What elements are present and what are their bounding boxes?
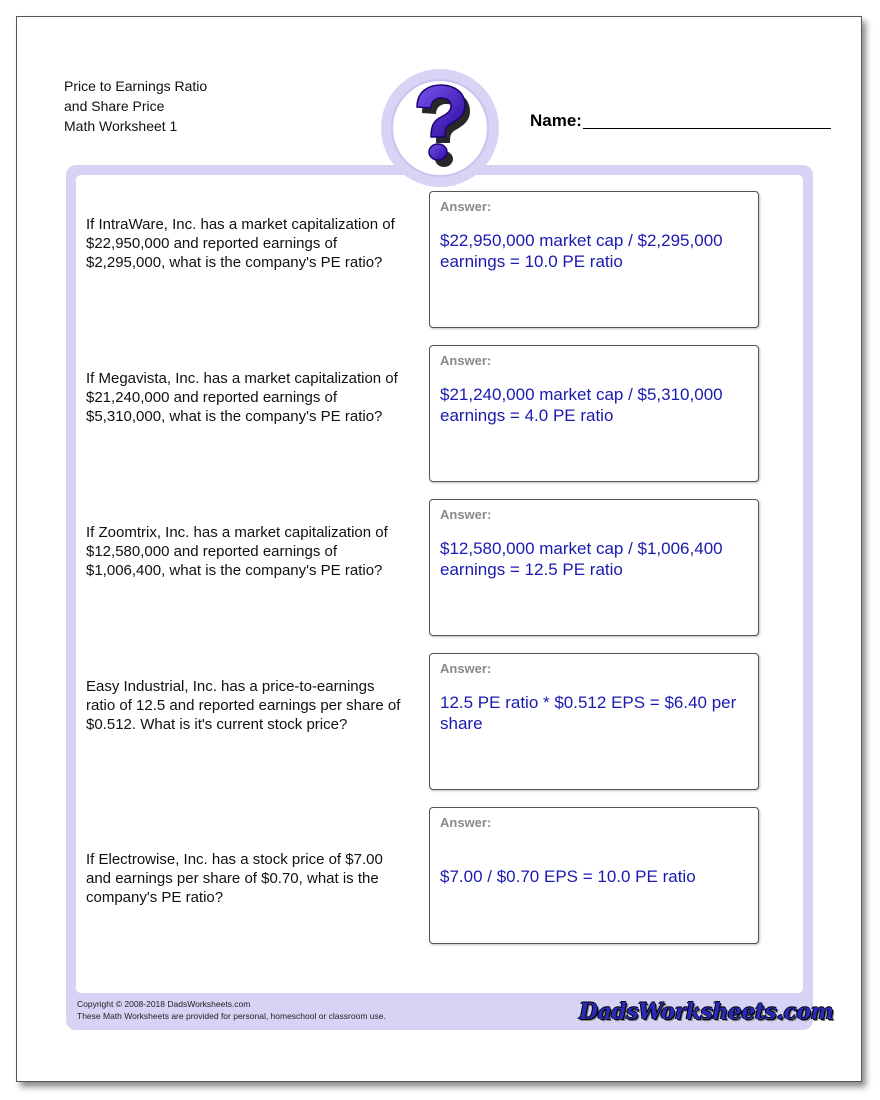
answer-text-2: $21,240,000 market cap / $5,310,000 earnings = 4.0 PE ratio [440, 385, 723, 425]
answer-box-2 [429, 345, 759, 482]
worksheet-title [64, 76, 207, 136]
worksheet-page [16, 16, 862, 1082]
footer-copyright [77, 998, 386, 1022]
question-1: If IntraWare, Inc. has a market capitalization of $22,950,000 and reported earnings of $2,295,000, what is the company's PE ratio? [86, 216, 395, 271]
answer-text-1: $22,950,000 market cap / $2,295,000 earnings = 10.0 PE ratio [440, 231, 723, 271]
answer-box-1 [429, 191, 759, 328]
usage-notice: These Math Worksheets are provided for personal, homeschool or classroom use. [77, 1011, 386, 1021]
title-line-2: and Share Price [64, 98, 165, 114]
answer-text-5: $7.00 / $0.70 EPS = 10.0 PE ratio [440, 867, 696, 886]
answer-text-3: $12,580,000 market cap / $1,006,400 earnings = 12.5 PE ratio [440, 539, 723, 579]
name-label: Name: [530, 111, 582, 130]
copyright-text: Copyright © 2008-2018 DadsWorksheets.com [77, 999, 251, 1009]
brand-logo: DadsWorksheets.com [579, 999, 834, 1025]
answer-box-4 [429, 653, 759, 790]
answer-label: Answer: [440, 507, 492, 522]
answer-label: Answer: [440, 353, 492, 368]
question-mark-icon [391, 79, 489, 177]
answer-label: Answer: [440, 199, 492, 214]
question-5: If Electrowise, Inc. has a stock price of $7.00 and earnings per share of $0.70, what is the company's PE ratio? [86, 851, 383, 906]
question-2: If Megavista, Inc. has a market capitalization of $21,240,000 and reported earnings of $5,310,000, what is the company's PE ratio? [86, 370, 398, 425]
answer-label: Answer: [440, 815, 492, 830]
question-3: If Zoomtrix, Inc. has a market capitalization of $12,580,000 and reported earnings of $1,006,400, what is the company's PE ratio? [86, 524, 388, 579]
question-4: Easy Industrial, Inc. has a price-to-earnings ratio of 12.5 and reported earnings per share of $0.512. What is it's current stock price? [86, 678, 401, 733]
answer-text-4: 12.5 PE ratio * $0.512 EPS = $6.40 per share [440, 693, 737, 733]
answer-box-3 [429, 499, 759, 636]
title-line-3: Math Worksheet 1 [64, 118, 178, 134]
answer-box-5 [429, 807, 759, 944]
answer-label: Answer: [440, 661, 492, 676]
name-line [583, 128, 831, 129]
title-line-1: Price to Earnings Ratio [64, 78, 208, 94]
